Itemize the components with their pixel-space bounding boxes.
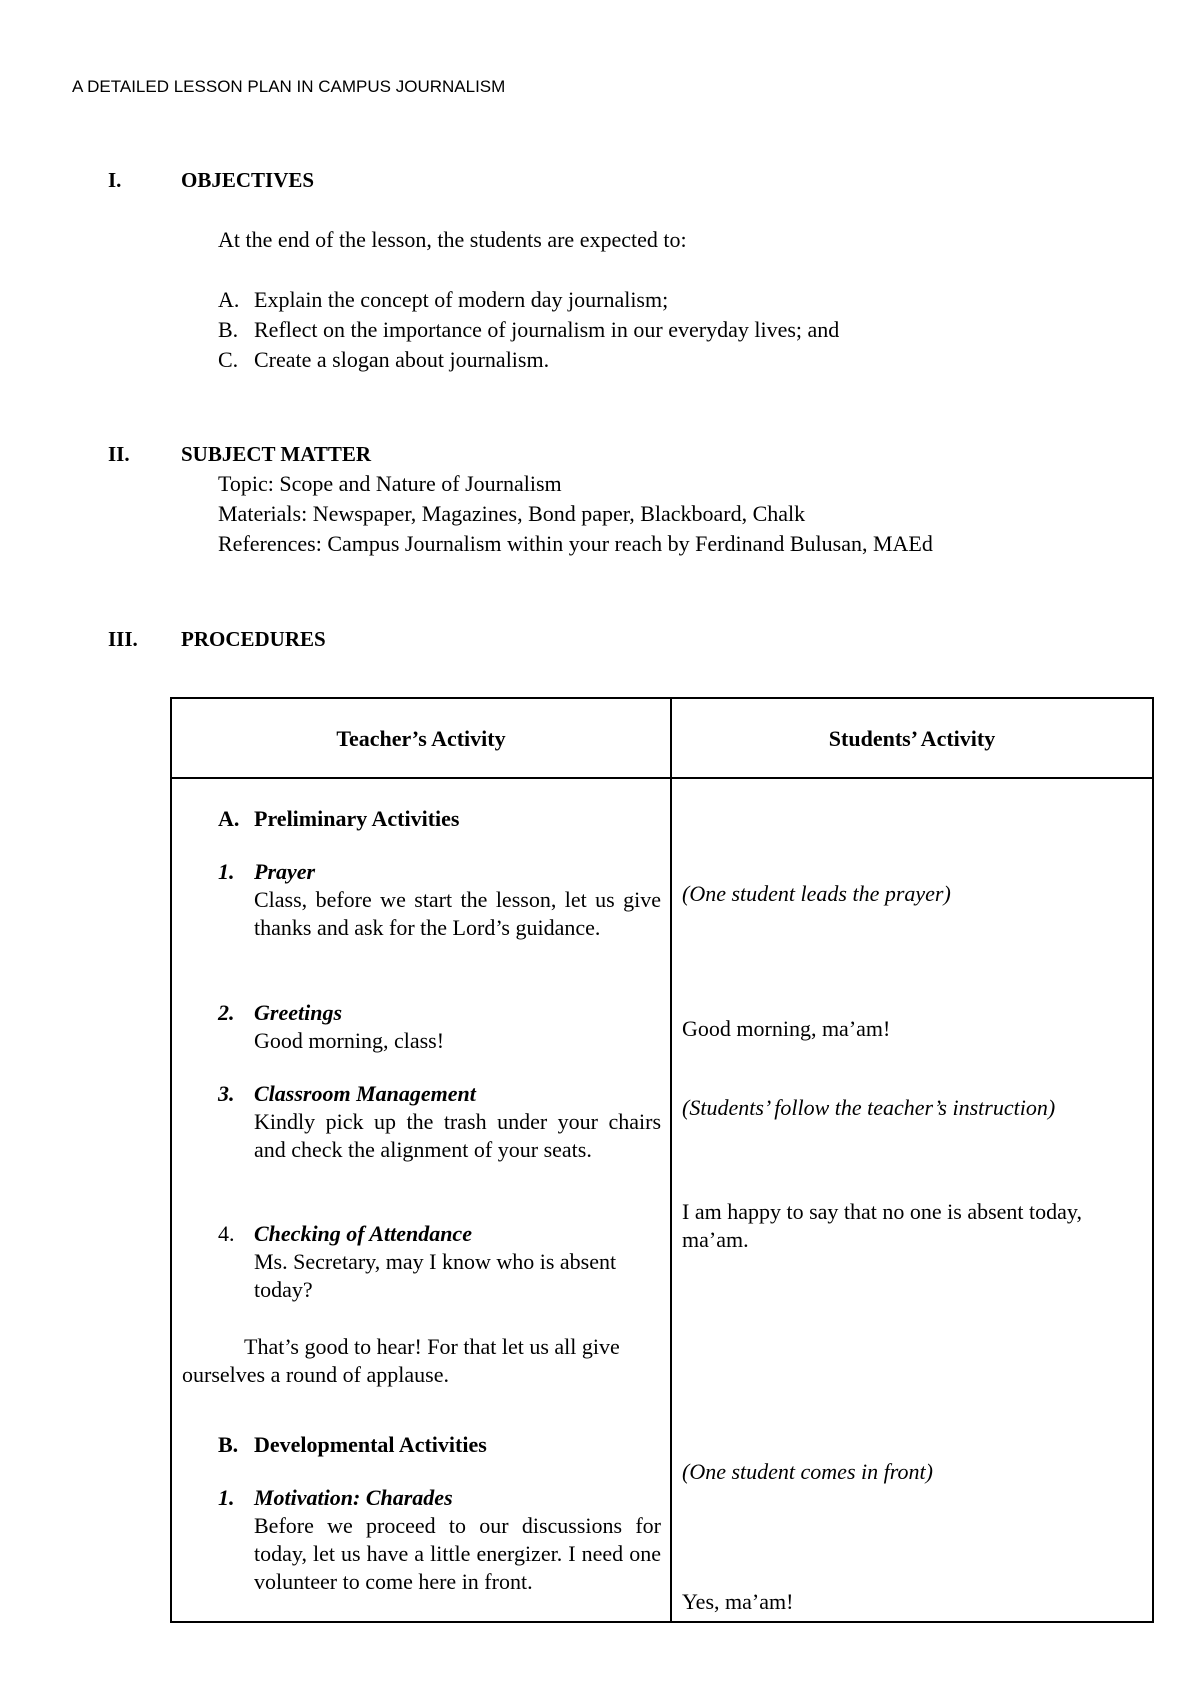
table-column-divider xyxy=(670,697,672,1623)
section-number: III. xyxy=(108,627,138,651)
subject-materials: Materials: Newspaper, Magazines, Bond paper, Blackboard, Chalk xyxy=(218,501,806,526)
objective-letter: A. xyxy=(218,287,240,312)
section-number: I. xyxy=(108,168,122,192)
teacher-line: Before we proceed to our discussions for today, let us have a little energizer. I need one volunteer to come here in front. xyxy=(254,1513,661,1594)
objectives-intro: At the end of the lesson, the students are expected to: xyxy=(218,227,687,252)
objective-letter: C. xyxy=(218,347,239,372)
table-border-bottom xyxy=(170,1621,1154,1623)
activity-group-title: Preliminary Activities xyxy=(254,806,460,831)
student-response: Good morning, ma’am! xyxy=(682,1016,891,1041)
subject-topic: Topic: Scope and Nature of Journalism xyxy=(218,471,562,496)
procedures-table xyxy=(170,697,1154,1623)
activity-letter: A. xyxy=(218,806,240,831)
section-title-subject-matter: SUBJECT MATTER xyxy=(181,442,372,466)
step-number: 1. xyxy=(218,1485,235,1510)
student-response: Yes, ma’am! xyxy=(682,1589,794,1614)
student-response: (One student comes in front) xyxy=(682,1459,933,1484)
step-title: Classroom Management xyxy=(254,1081,476,1106)
teacher-line: Good morning, class! xyxy=(254,1028,445,1053)
objective-item: Reflect on the importance of journalism in our everyday lives; and xyxy=(254,317,840,342)
objective-letter: B. xyxy=(218,317,239,342)
step-title: Motivation: Charades xyxy=(254,1485,453,1510)
column-header-teacher: Teacher’s Activity xyxy=(336,726,506,751)
step-title: Prayer xyxy=(254,859,316,884)
objective-item: Explain the concept of modern day journalism; xyxy=(254,287,669,312)
table-border-left xyxy=(170,697,172,1623)
step-number: 1. xyxy=(218,859,235,884)
step-number: 4. xyxy=(218,1221,235,1246)
table-border-top xyxy=(170,697,1154,699)
table-header-divider xyxy=(170,777,1154,779)
step-title: Greetings xyxy=(254,1000,342,1025)
teacher-line: Class, before we start the lesson, let us give thanks and ask for the Lord’s guidance. xyxy=(254,887,661,940)
teacher-line: Kindly pick up the trash under your chairs and check the alignment of your seats. xyxy=(254,1109,661,1162)
activity-letter: B. xyxy=(218,1432,239,1457)
section-number: II. xyxy=(108,442,130,466)
student-response: I am happy to say that no one is absent today, ma’am. xyxy=(682,1199,1082,1252)
step-title: Checking of Attendance xyxy=(254,1221,472,1246)
teacher-line: That’s good to hear! For that let us all give ourselves a round of applause. xyxy=(182,1334,620,1387)
activity-group-title: Developmental Activities xyxy=(254,1432,487,1457)
section-title-objectives: OBJECTIVES xyxy=(181,168,315,192)
section-title-procedures: PROCEDURES xyxy=(181,627,326,651)
step-number: 3. xyxy=(218,1081,235,1106)
objective-item: Create a slogan about journalism. xyxy=(254,347,550,372)
step-number: 2. xyxy=(218,1000,235,1025)
student-response: (One student leads the prayer) xyxy=(682,881,951,906)
table-border-right xyxy=(1152,697,1154,1623)
student-response: (Students’ follow the teacher’s instruction) xyxy=(682,1095,1056,1120)
teacher-line: Ms. Secretary, may I know who is absent today? xyxy=(254,1249,617,1302)
document-header: A DETAILED LESSON PLAN IN CAMPUS JOURNALISM xyxy=(72,77,506,96)
subject-references: References: Campus Journalism within your reach by Ferdinand Bulusan, MAEd xyxy=(218,531,933,556)
column-header-students: Students’ Activity xyxy=(828,726,996,751)
